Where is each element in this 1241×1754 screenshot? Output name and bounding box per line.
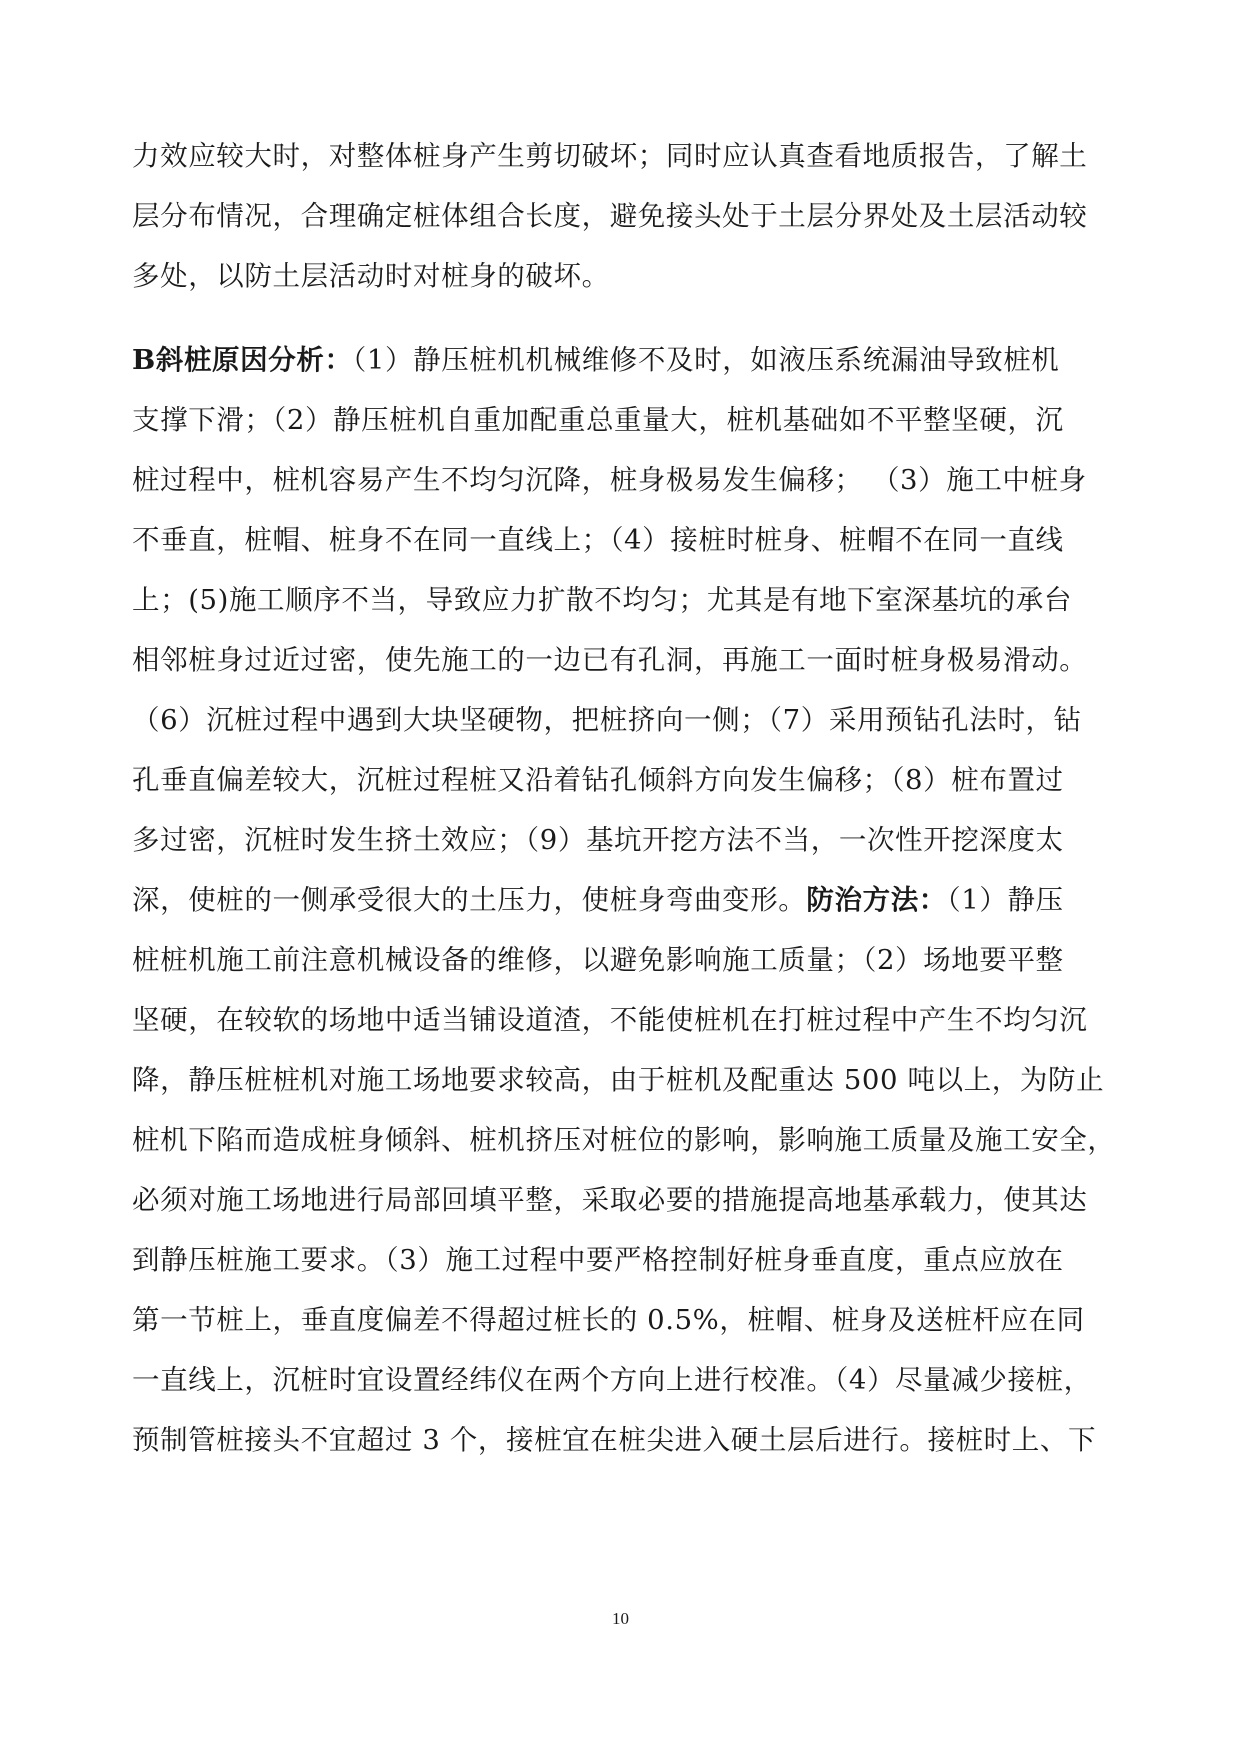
prevention-heading: 防治方法： — [806, 884, 947, 916]
text-line: 多处，以防土层活动时对桩身的破坏。 — [132, 260, 610, 292]
text-line: 相邻桩身过近过密，使先施工的一边已有孔洞，再施工一面时桩身极易滑动。 — [132, 644, 1088, 676]
text-line: 层分布情况，合理确定桩体组合长度，避免接头处于土层分界处及土层活动较 — [132, 200, 1088, 232]
text-line: 预制管桩接头不宜超过 3 个，接桩宜在桩尖进入硬土层后进行。接桩时上、下 — [132, 1424, 1097, 1456]
text-line: （6）沉桩过程中遇到大块坚硬物，把桩挤向一侧；（7）采用预钻孔法时，钻 — [132, 704, 1082, 736]
text-line: 支撑下滑；（2）静压桩机自重加配重总重量大，桩机基础如不平整坚硬，沉 — [132, 404, 1064, 436]
text-line: 坚硬，在较软的场地中适当铺设道渣，不能使桩机在打桩过程中产生不均匀沉 — [132, 1004, 1088, 1036]
text-line: 第一节桩上，垂直度偏差不得超过桩长的 0.5%，桩帽、桩身及送桩杆应在同 — [132, 1304, 1085, 1336]
text-line: 不垂直，桩帽、桩身不在同一直线上；（4）接桩时桩身、桩帽不在同一直线 — [132, 524, 1064, 556]
text-line: 桩机下陷而造成桩身倾斜、桩机挤压对桩位的影响，影响施工质量及施工安全， — [132, 1124, 1116, 1156]
text-line: 桩过程中，桩机容易产生不均匀沉降，桩身极易发生偏移； （3）施工中桩身 — [132, 464, 1087, 496]
page-number: 10 — [612, 1609, 629, 1628]
text-line: 桩桩机施工前注意机械设备的维修，以避免影响施工质量；（2）场地要平整 — [132, 944, 1064, 976]
text-line: 一直线上，沉桩时宜设置经纬仪在两个方向上进行校准。（4）尽量减少接桩， — [132, 1364, 1092, 1396]
text-span: 深，使桩的一侧承受很大的土压力，使桩身弯曲变形。 — [132, 884, 807, 916]
text-line: 上；(5)施工顺序不当，导致应力扩散不均匀；尤其是有地下室深基坑的承台 — [132, 584, 1072, 616]
text-line: 力效应较大时，对整体桩身产生剪切破坏；同时应认真查看地质报告，了解土 — [132, 140, 1088, 172]
text-line — [132, 882, 1117, 918]
text-line: 降，静压桩桩机对施工场地要求较高，由于桩机及配重达 500 吨以上，为防止 — [132, 1064, 1105, 1096]
text-line — [132, 342, 1117, 378]
text-line: 必须对施工场地进行局部回填平整，采取必要的措施提高地基承载力，使其达 — [132, 1184, 1088, 1216]
text-line: 孔垂直偏差较大，沉桩过程桩又沿着钻孔倾斜方向发生偏移；（8）桩布置过 — [132, 764, 1064, 796]
text-span: （1）静压 — [946, 884, 1064, 916]
text-line: 到静压桩施工要求。（3）施工过程中要严格控制好桩身垂直度，重点应放在 — [132, 1244, 1064, 1276]
text-line: 多过密，沉桩时发生挤土效应；（9）基坑开挖方法不当，一次性开挖深度太 — [132, 824, 1064, 856]
text-span: （1）静压桩机机械维修不及时，如液压系统漏油导致桩机 — [352, 344, 1060, 376]
section-heading: B斜桩原因分析： — [132, 344, 353, 376]
